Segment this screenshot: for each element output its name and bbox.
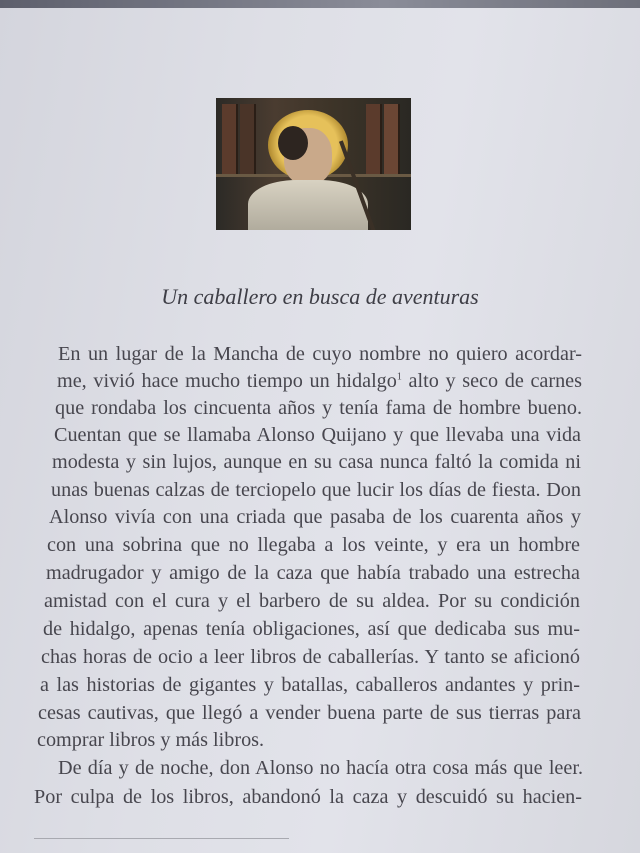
text-line: cesas cautivas, que llegó a vender buena parte de sus tierras para: [38, 702, 581, 724]
text-line: que rondaba los cincuenta años y tenía fama de hombre bueno.: [55, 397, 582, 419]
chapter-title: Un caballero en busca de aventuras: [161, 284, 479, 309]
page-top-edge: [0, 0, 640, 8]
footnote-divider: [34, 838, 289, 839]
text-line: Alonso vivía con una criada que pasaba de los cuarenta años y: [49, 506, 581, 528]
text-line: De día y de noche, don Alonso no hacía otra cosa más que leer.: [58, 757, 583, 779]
text-line: chas horas de ocio a leer libros de caballerías. Y tanto se aficionó: [41, 646, 580, 668]
text-line: con una sobrina que no llegaba a los veinte, y era un hombre: [47, 534, 580, 556]
text-line: a las historias de gigantes y batallas, caballeros andantes y prin-: [40, 674, 580, 696]
text-line: [57, 370, 582, 393]
text-line: En un lugar de la Mancha de cuyo nombre no quiero acordar-: [58, 343, 582, 365]
text-segment: alto y seco de carnes: [401, 370, 582, 392]
text-line: Cuentan que se llamaba Alonso Quijano y que llevaba una vida: [54, 424, 581, 446]
text-line: comprar libros y más libros.: [37, 729, 265, 751]
text-line: modesta y sin lujos, aunque en su casa nunca faltó la comida ni: [52, 451, 581, 473]
text-line: madrugador y amigo de la caza que había trabado una estrecha: [46, 562, 580, 584]
text-segment: me, vivió hace mucho tiempo un hidalgo: [57, 370, 397, 392]
text-line: unas buenas calzas de terciopelo que lucir los días de fiesta. Don: [51, 479, 581, 501]
don-quixote-illustration: [216, 98, 411, 230]
text-line: Por culpa de los libros, abandonó la caza y descuidó su hacien-: [34, 786, 582, 808]
text-line: de hidalgo, apenas tenía obligaciones, así que dedicaba sus mu-: [43, 618, 580, 640]
footnote-marker[interactable]: 1: [396, 371, 402, 383]
text-line: amistad con el cura y el barbero de su aldea. Por su condición: [44, 590, 580, 612]
